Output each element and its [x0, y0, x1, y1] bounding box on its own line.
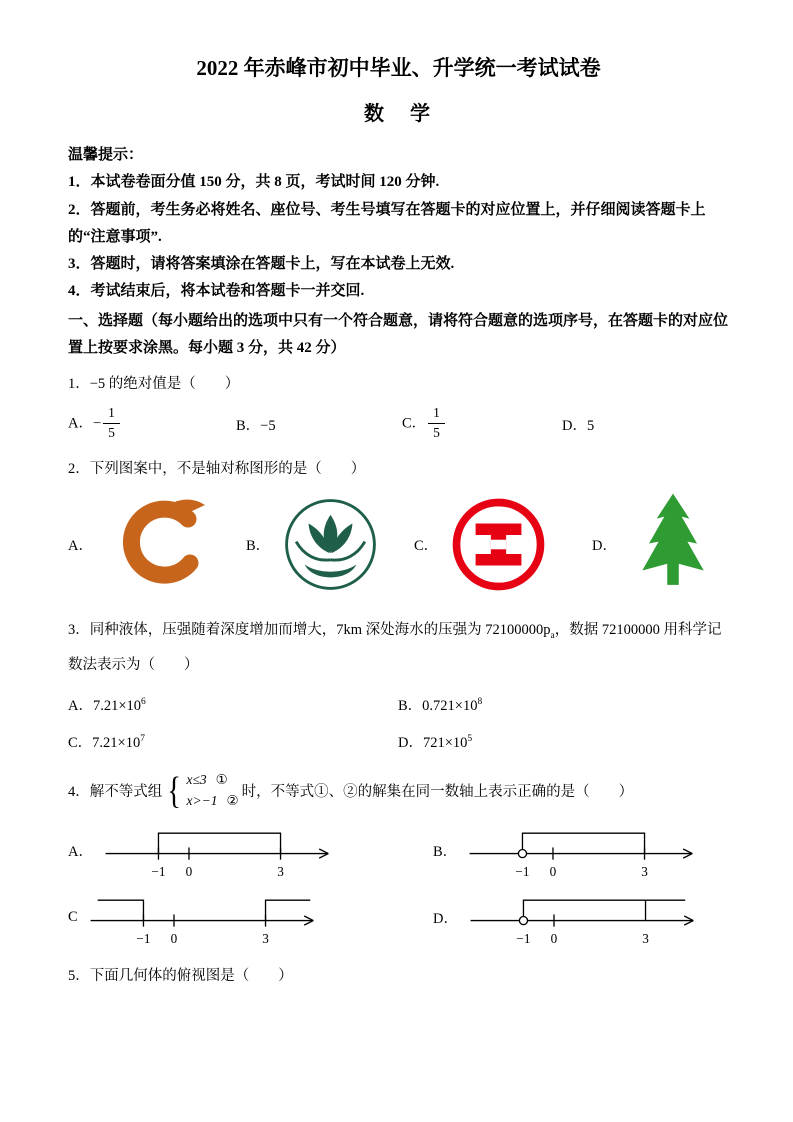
option-b-label: B． — [433, 844, 458, 861]
option-a-label: A． — [68, 415, 93, 432]
tick-label: 0 — [170, 931, 177, 947]
system-brace: { — [167, 769, 182, 812]
option-c-label: C — [68, 909, 78, 926]
notice-item-1: 1．本试卷卷面分值 150 分，共 8 页，考试时间 120 分钟. — [68, 174, 440, 191]
paper-title: 2022 年赤峰市初中毕业、升学统一考试试卷 — [196, 56, 601, 80]
inequality-1-expr: x≤3 — [186, 771, 207, 787]
inequality-1 — [187, 770, 239, 791]
numberline-a — [102, 821, 337, 880]
solution-segment — [158, 834, 280, 854]
dragon-swirl-logo-icon — [101, 491, 227, 599]
option-a-base: 7.21×10 — [92, 697, 142, 714]
subject-title: 数 学 — [364, 103, 433, 125]
lotus-emblem-icon — [278, 492, 383, 597]
option-d-label: D． — [398, 734, 423, 751]
numberline-d — [467, 888, 702, 947]
tick-label: −1 — [136, 931, 151, 947]
question-3-stem — [68, 613, 729, 684]
bank-logo-icon — [446, 492, 551, 597]
tick-label: 0 — [185, 864, 193, 880]
q3-option-a — [68, 694, 398, 715]
option-b-exponent: 8 — [477, 696, 483, 707]
open-endpoint — [519, 850, 527, 858]
question-2-stem: 2．下列图案中，不是轴对称图形的是（ ） — [68, 461, 366, 478]
q4-option-a — [68, 821, 433, 880]
fraction — [428, 406, 445, 441]
inequality-2-mark: ② — [226, 792, 239, 808]
tick-label: −1 — [516, 931, 531, 947]
q4-option-d — [433, 888, 729, 947]
question-1-stem: 1．−5 的绝对值是（ ） — [68, 376, 240, 393]
notice-item-3: 3．答题时，请将答案填涂在答题卡上，写在本试卷上无效. — [68, 256, 455, 273]
option-d-label: D． — [592, 538, 617, 555]
option-a-label: A． — [68, 538, 93, 555]
tick-label: 3 — [641, 864, 649, 880]
fraction-numerator: 1 — [103, 406, 120, 424]
solution-ray-right — [265, 901, 310, 921]
option-b-label: B． — [398, 697, 423, 714]
question-4 — [68, 770, 729, 948]
question-2-options — [68, 489, 729, 601]
option-b-label: B． — [236, 417, 261, 434]
fraction — [103, 406, 120, 441]
open-endpoint — [519, 917, 527, 925]
tick-label: 3 — [261, 931, 269, 947]
tick-label: −1 — [151, 864, 166, 880]
q4-option-c — [68, 888, 433, 947]
q2-option-c — [414, 492, 592, 597]
dragon-body — [131, 509, 190, 575]
question-4-options — [68, 821, 729, 947]
option-b-label: B． — [246, 538, 271, 555]
lotus-base — [305, 565, 357, 578]
q3-stem-text: 3．同种液体，压强随着深度增加而增大，7km 深处海水的压强为 72100000p — [68, 621, 551, 638]
section1-header: 一、选择题（每小题给出的选项中只有一个符合题意，请将符合题意的选项序号，在答题卡的对应位置上按要求涂黑。每小题 3 分，共 42 分） — [68, 312, 729, 357]
notice-item-4: 4．考试结束后，将本试卷和答题卡一并交回. — [68, 283, 365, 300]
option-c-label: C． — [414, 538, 439, 555]
fraction-denominator: 5 — [108, 424, 115, 440]
fraction-denominator: 5 — [433, 424, 440, 440]
inequality-1-mark: ① — [215, 771, 228, 787]
numberline-c — [87, 888, 322, 947]
question-1-options — [68, 401, 729, 447]
pine-tree-icon — [625, 489, 721, 601]
option-c-base: 7.21×10 — [92, 734, 141, 751]
notice-block — [68, 142, 729, 306]
question-3-options — [68, 694, 729, 752]
option-d-exponent: 5 — [467, 733, 473, 744]
option-b-base: 0.721×10 — [422, 697, 478, 714]
question-5 — [68, 963, 729, 989]
option-d-label: D． — [433, 911, 458, 928]
q3-option-c — [68, 731, 398, 752]
fraction-numerator: 1 — [428, 406, 445, 424]
q2-option-a — [68, 491, 246, 599]
q1-option-a — [68, 407, 236, 442]
tick-label: 0 — [549, 864, 557, 880]
q2-option-d — [592, 489, 729, 601]
option-d-base: 721×10 — [422, 734, 468, 751]
question-4-stem — [68, 770, 729, 812]
tick-label: 3 — [642, 931, 649, 947]
q1-option-c — [402, 407, 562, 442]
option-a-label: A． — [68, 844, 93, 861]
solution-ray-left — [97, 901, 143, 921]
tick-label: 3 — [277, 864, 284, 880]
q2-option-b — [246, 492, 414, 597]
q4-stem-pre: 4．解不等式组 — [68, 784, 163, 801]
q4-option-b — [433, 821, 729, 880]
inequality-2-expr: x>−1 — [186, 792, 218, 808]
question-3 — [68, 613, 729, 752]
q4-stem-post: 时，不等式①、②的解集在同一数轴上表示正确的是（ ） — [241, 784, 634, 801]
q1-option-d — [562, 414, 729, 435]
option-a-label: A． — [68, 697, 93, 714]
pine-tree-shape — [642, 493, 703, 584]
question-2 — [68, 456, 729, 600]
question-1 — [68, 371, 729, 447]
q3-stem-rest: ，数据 72100000 用科学记数法表示为（ ） — [68, 621, 722, 674]
inequality-system — [187, 770, 239, 812]
solution-segment — [523, 834, 645, 854]
bank-symbol-gap — [491, 540, 506, 550]
q1-option-b — [236, 414, 402, 435]
option-d-value: 5 — [586, 417, 595, 434]
q3-option-d — [398, 731, 729, 752]
inequality-2 — [187, 791, 239, 812]
option-c-label: C． — [68, 734, 93, 751]
tick-label: 0 — [550, 931, 558, 947]
notice-item-2: 2．答题前，考生务必将姓名、座位号、考生号填写在答题卡的对应位置上，并仔细阅读答题卡上的“注意事项”. — [68, 201, 706, 245]
option-b-value: −5 — [260, 417, 276, 434]
tick-label: −1 — [515, 864, 530, 880]
numberline-b — [466, 821, 701, 880]
option-c-label: C． — [402, 415, 427, 432]
solution-segment — [523, 901, 685, 917]
option-d-label: D． — [562, 417, 587, 434]
option-a-exponent: 6 — [141, 696, 146, 707]
minus-sign: − — [92, 415, 102, 432]
notice-label: 温馨提示： — [68, 147, 144, 163]
q3-subscript: a — [550, 630, 555, 641]
option-c-exponent: 7 — [140, 733, 145, 744]
q3-option-b — [398, 694, 729, 715]
question-5-stem: 5．下面几何体的俯视图是（ ） — [68, 968, 293, 985]
